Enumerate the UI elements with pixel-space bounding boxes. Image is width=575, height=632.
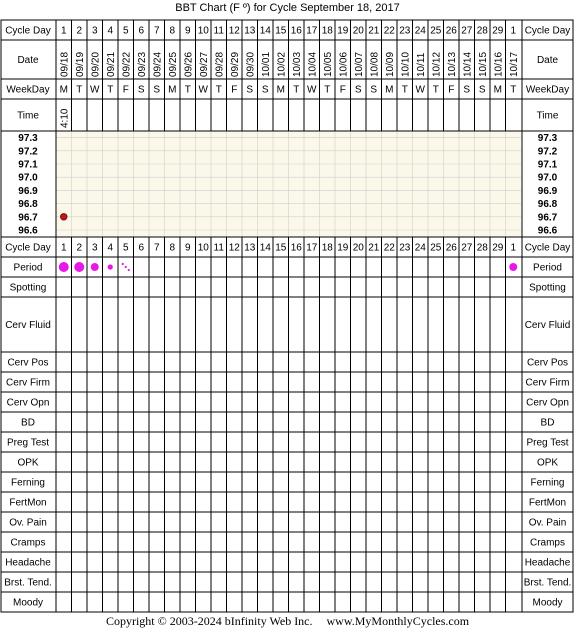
- cycle-day-label: 24: [414, 25, 426, 37]
- row-label-bd: BD: [21, 417, 35, 429]
- cycle-day-label: 7: [153, 25, 160, 37]
- cycle-day-label: 17: [306, 242, 318, 254]
- weekday-label: W: [307, 84, 317, 96]
- cycle-day-label: 4: [107, 242, 114, 254]
- row-label-right-time: Time: [536, 110, 559, 122]
- date-label: 09/27: [198, 51, 210, 77]
- date-label: 10/05: [322, 51, 334, 77]
- weekday-label: M: [385, 84, 394, 96]
- cycle-day-label: 14: [259, 242, 271, 254]
- cycle-day-label: 17: [306, 25, 318, 37]
- weekday-label: W: [198, 84, 208, 96]
- temp-tick-right: 96.6: [537, 225, 558, 237]
- weekday-label: F: [448, 84, 455, 96]
- row-label-ov-pain: Ov. Pain: [9, 517, 47, 529]
- cycle-day-label: 12: [228, 242, 240, 254]
- cycle-day-label: 1: [510, 25, 517, 37]
- date-label: 10/15: [477, 51, 489, 77]
- cycle-day-label: 20: [352, 25, 364, 37]
- row-label-right-fertmon: FertMon: [528, 497, 567, 509]
- date-label: 09/26: [183, 51, 195, 77]
- date-label: 10/08: [369, 51, 381, 77]
- date-label: 09/22: [121, 51, 133, 77]
- row-label-right-date: Date: [536, 55, 559, 66]
- weekday-label: F: [231, 84, 238, 96]
- row-label-cycle-day: Cycle Day: [5, 242, 51, 254]
- row-label-right-preg-test: Preg Test: [526, 437, 569, 449]
- cycle-day-label: 28: [476, 242, 488, 254]
- row-label-cycle-day: Cycle Day: [5, 25, 51, 37]
- cycle-day-label: 29: [492, 25, 504, 37]
- time-label: 4:10: [59, 108, 71, 128]
- weekday-label: T: [432, 84, 439, 96]
- cycle-day-label: 2: [76, 242, 83, 254]
- row-label-right-opk: OPK: [536, 457, 559, 469]
- cycle-day-label: 14: [259, 25, 271, 37]
- cycle-day-label: 27: [461, 25, 473, 37]
- row-label-headache: Headache: [5, 557, 51, 569]
- date-label: 10/13: [446, 51, 458, 77]
- cycle-day-label: 25: [430, 25, 442, 37]
- temp-tick-left: 97.1: [18, 159, 38, 171]
- weekday-label: W: [415, 84, 425, 96]
- date-label: 09/20: [90, 51, 102, 77]
- weekday-label: T: [324, 84, 331, 96]
- date-label: 09/23: [136, 51, 148, 77]
- weekday-label: T: [76, 84, 83, 96]
- cycle-day-label: 2: [76, 25, 83, 37]
- temp-tick-left: 96.9: [18, 185, 38, 197]
- row-label-cerv-firm: Cerv Firm: [6, 377, 50, 389]
- cycle-day-label: 18: [321, 242, 333, 254]
- period-marker: [59, 262, 69, 272]
- cycle-day-label: 7: [153, 242, 160, 254]
- date-label: 09/19: [74, 51, 86, 77]
- period-spotting-dot: [125, 266, 127, 268]
- temp-tick-right: 97.1: [537, 159, 558, 171]
- date-label: 09/18: [59, 51, 71, 77]
- cycle-day-label: 23: [399, 25, 411, 37]
- weekday-label: T: [293, 84, 300, 96]
- row-label-right-bd: BD: [540, 417, 555, 429]
- row-label-period: Period: [13, 262, 43, 274]
- weekday-label: S: [261, 84, 269, 96]
- date-label: 10/03: [291, 51, 303, 77]
- cycle-day-label: 22: [383, 242, 395, 254]
- temp-tick-right: 96.8: [537, 199, 558, 211]
- row-label-right-cramps: Cramps: [529, 537, 566, 549]
- row-label-cerv-fluid: Cerv Fluid: [5, 320, 51, 331]
- period-marker: [74, 262, 84, 272]
- row-label-right-cerv-pos: Cerv Pos: [526, 357, 569, 369]
- cycle-day-label: 21: [368, 25, 380, 37]
- date-label: 10/06: [338, 51, 350, 77]
- cycle-day-label: 24: [414, 242, 426, 254]
- weekday-label: W: [90, 84, 100, 96]
- temp-tick-left: 97.2: [18, 146, 38, 158]
- cycle-day-label: 8: [169, 25, 176, 37]
- cycle-day-label: 15: [275, 242, 287, 254]
- cycle-day-label: 28: [476, 25, 488, 37]
- weekday-label: M: [276, 84, 285, 96]
- cycle-day-label: 13: [244, 25, 256, 37]
- row-label-fertmon: FertMon: [9, 497, 47, 509]
- cycle-day-label: 16: [290, 242, 302, 254]
- weekday-label: S: [153, 84, 161, 96]
- cycle-day-label: 26: [445, 242, 457, 254]
- cycle-day-label: 15: [275, 25, 287, 37]
- cycle-day-label: 9: [184, 25, 191, 37]
- cycle-day-label: 16: [290, 25, 302, 37]
- temp-tick-left: 96.7: [18, 212, 38, 224]
- cycle-day-label: 3: [91, 25, 98, 37]
- cycle-day-label: 18: [321, 25, 333, 37]
- weekday-label: M: [493, 84, 502, 96]
- weekday-label: F: [122, 84, 129, 96]
- temp-tick-left: 96.8: [18, 199, 38, 211]
- cycle-day-label: 4: [107, 25, 114, 37]
- date-label: 10/17: [508, 51, 520, 77]
- cycle-day-label: 5: [122, 242, 129, 254]
- row-label-right-weekday: WeekDay: [525, 84, 570, 96]
- period-marker: [509, 263, 517, 271]
- temp-tick-left: 97.3: [18, 133, 38, 145]
- row-label-right-brst-tend: Brst. Tend.: [523, 577, 572, 589]
- row-label-weekday: WeekDay: [6, 84, 50, 96]
- temp-tick-right: 97.3: [537, 133, 558, 145]
- row-label-right-headache: Headache: [524, 557, 571, 569]
- cycle-day-label: 9: [184, 242, 191, 254]
- cycle-day-label: 26: [445, 25, 457, 37]
- row-label-right-moody: Moody: [532, 597, 563, 609]
- row-label-right-ferning: Ferning: [530, 477, 565, 489]
- row-label-moody: Moody: [12, 597, 44, 609]
- weekday-label: F: [339, 84, 346, 96]
- cycle-day-label: 1: [510, 242, 517, 254]
- weekday-label: M: [59, 84, 68, 96]
- cycle-day-label: 21: [368, 242, 380, 254]
- row-label-right-cycle-day: Cycle Day: [524, 242, 571, 254]
- cycle-day-label: 1: [60, 25, 67, 37]
- date-label: 09/25: [167, 51, 179, 77]
- weekday-label: M: [168, 84, 177, 96]
- weekday-label: S: [354, 84, 362, 96]
- date-label: 09/21: [105, 51, 117, 77]
- cycle-day-label: 19: [337, 242, 349, 254]
- date-label: 10/14: [462, 51, 474, 77]
- weekday-label: S: [478, 84, 486, 96]
- cycle-day-label: 10: [197, 25, 209, 37]
- date-label: 09/29: [229, 51, 241, 77]
- weekday-label: T: [184, 84, 191, 96]
- row-label-right-spotting: Spotting: [529, 282, 566, 294]
- row-label-right-cerv-opn: Cerv Opn: [526, 397, 569, 409]
- date-label: 10/11: [415, 52, 427, 77]
- weekday-label: T: [510, 84, 517, 96]
- date-label: 10/07: [353, 51, 365, 77]
- date-label: 10/02: [276, 51, 288, 77]
- row-label-right-ov-pain: Ov. Pain: [528, 517, 567, 529]
- weekday-label: T: [215, 84, 222, 96]
- date-label: 09/28: [214, 51, 226, 77]
- temp-tick-right: 96.9: [537, 185, 558, 197]
- chart-title: BBT Chart (F º) for Cycle September 18, 2017: [175, 2, 400, 14]
- cycle-day-label: 3: [91, 242, 98, 254]
- row-label-right-cerv-firm: Cerv Firm: [525, 377, 570, 389]
- cycle-day-label: 6: [138, 25, 145, 37]
- cycle-day-label: 1: [60, 242, 67, 254]
- cycle-day-label: 29: [492, 242, 504, 254]
- date-label: 10/12: [431, 51, 443, 77]
- date-label: 10/04: [307, 51, 319, 77]
- weekday-label: T: [107, 84, 114, 96]
- row-label-cerv-opn: Cerv Opn: [6, 397, 50, 409]
- temp-tick-right: 97.0: [537, 172, 558, 184]
- temp-tick-left: 97.0: [18, 172, 38, 184]
- cycle-day-label: 27: [461, 242, 473, 254]
- copyright-text: Copyright © 2003-2024 bInfinity Web Inc.: [105, 614, 313, 628]
- cycle-day-label: 25: [430, 242, 442, 254]
- cycle-day-label: 22: [383, 25, 395, 37]
- row-label-cerv-pos: Cerv Pos: [7, 357, 49, 369]
- site-link[interactable]: www.MyMonthlyCycles.com: [326, 614, 470, 628]
- temp-tick-right: 96.7: [537, 212, 558, 224]
- row-label-right-cerv-fluid: Cerv Fluid: [524, 320, 571, 331]
- cycle-day-label: 13: [244, 242, 256, 254]
- period-spotting-dot: [128, 269, 130, 271]
- row-label-ferning: Ferning: [11, 477, 45, 489]
- row-label-opk: OPK: [17, 457, 39, 469]
- row-label-right-cycle-day: Cycle Day: [524, 25, 571, 37]
- cycle-day-label: 11: [213, 25, 224, 37]
- cycle-day-label: 5: [122, 25, 129, 37]
- temperature-point: [60, 214, 67, 221]
- row-label-brst-tend: Brst. Tend.: [4, 577, 52, 589]
- weekday-label: S: [463, 84, 471, 96]
- cycle-day-label: 8: [169, 242, 176, 254]
- weekday-label: S: [137, 84, 145, 96]
- cycle-day-label: 23: [399, 242, 411, 254]
- row-label-preg-test: Preg Test: [6, 437, 50, 449]
- row-label-spotting: Spotting: [9, 282, 47, 294]
- date-label: 10/10: [400, 51, 412, 77]
- cycle-day-label: 20: [352, 242, 364, 254]
- row-label-cramps: Cramps: [10, 537, 46, 549]
- date-label: 10/16: [493, 51, 505, 77]
- period-marker: [108, 264, 113, 269]
- period-marker: [91, 263, 99, 271]
- weekday-label: S: [370, 84, 378, 96]
- date-label: 10/09: [384, 51, 396, 77]
- temp-tick-right: 97.2: [537, 146, 558, 158]
- date-label: 09/30: [245, 51, 257, 77]
- cycle-day-label: 11: [213, 242, 224, 254]
- cycle-day-label: 19: [337, 25, 349, 37]
- cycle-day-label: 12: [228, 25, 240, 37]
- temp-tick-left: 96.6: [18, 225, 38, 237]
- row-label-right-period: Period: [533, 262, 562, 274]
- cycle-day-label: 10: [197, 242, 209, 254]
- copyright-footer: [0, 614, 575, 629]
- period-spotting-dot: [122, 263, 124, 265]
- date-label: 09/24: [152, 51, 164, 77]
- weekday-label: S: [246, 84, 254, 96]
- date-label: 10/01: [260, 51, 272, 77]
- row-label-time: Time: [17, 110, 39, 122]
- row-label-date: Date: [17, 55, 39, 66]
- weekday-label: T: [401, 84, 408, 96]
- cycle-day-label: 6: [138, 242, 145, 254]
